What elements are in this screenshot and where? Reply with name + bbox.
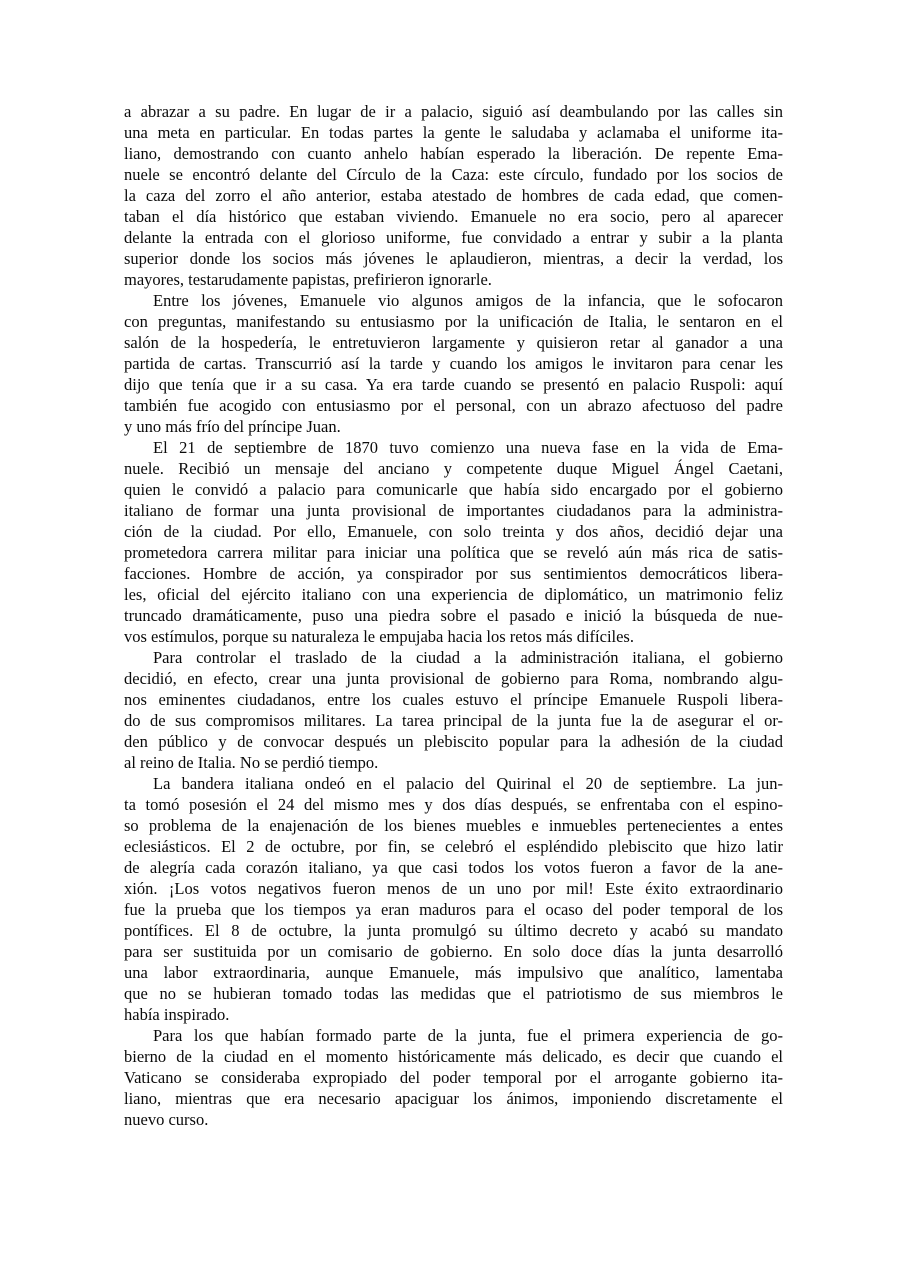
text-line: delante la entrada con el glorioso uniforme, fue convidado a entrar y subir a la planta (124, 228, 783, 247)
text-line: truncado dramáticamente, puso una piedra sobre el pasado e inició la búsqueda de nue- (124, 606, 783, 625)
body-text (124, 101, 783, 1130)
text-line: también fue acogido con entusiasmo por el personal, con un abrazo afectuoso del padre (124, 396, 783, 415)
text-line: nuevo curso. (124, 1110, 209, 1129)
text-line: taban el día histórico que estaban viviendo. Emanuele no era socio, pero al aparecer (124, 207, 783, 226)
text-line: Vaticano se consideraba expropiado del poder temporal por el arrogante gobierno ita- (124, 1068, 783, 1087)
text-line: bierno de la ciudad en el momento históricamente más delicado, es decir que cuando el (124, 1047, 783, 1066)
text-line: facciones. Hombre de acción, ya conspirador por sus sentimientos democráticos libera- (124, 564, 783, 583)
text-line: quien le convidó a palacio para comunicarle que había sido encargado por el gobierno (124, 480, 783, 499)
text-line: había inspirado. (124, 1005, 230, 1024)
text-line: a abrazar a su padre. En lugar de ir a palacio, siguió así deambulando por las calles sin (124, 102, 783, 121)
text-line: liano, demostrando con cuanto anhelo habían esperado la liberación. De repente Ema- (124, 144, 783, 163)
text-line: para ser sustituida por un comisario de gobierno. En solo doce días la junta desarrolló (124, 942, 783, 961)
text-line: mayores, testarudamente papistas, prefirieron ignorarle. (124, 270, 492, 289)
text-line: que no se hubieran tomado todas las medidas que el patriotismo de sus miembros le (124, 984, 783, 1003)
paragraph (124, 1025, 783, 1130)
text-line: ción de la ciudad. Por ello, Emanuele, con solo treinta y dos años, decidió dejar una (124, 522, 783, 541)
text-line: de alegría cada corazón italiano, ya que casi todos los votos fueron a favor de la ane- (124, 858, 783, 877)
text-line: do de sus compromisos militares. La tarea principal de la junta fue la de asegurar el or- (124, 711, 783, 730)
text-line: Para controlar el traslado de la ciudad a la administración italiana, el gobierno (153, 648, 783, 667)
text-line: les, oficial del ejército italiano con una experiencia de diplomático, un matrimonio feliz (124, 585, 783, 604)
text-line: El 21 de septiembre de 1870 tuvo comienzo una nueva fase en la vida de Ema- (153, 438, 783, 457)
text-line: so problema de la enajenación de los bienes muebles e inmuebles pertenecientes a entes (124, 816, 783, 835)
text-line: fue la prueba que los tiempos ya eran maduros para el ocaso del poder temporal de los (124, 900, 783, 919)
text-line: La bandera italiana ondeó en el palacio del Quirinal el 20 de septiembre. La jun- (153, 774, 783, 793)
text-line: vos estímulos, porque su naturaleza le empujaba hacia los retos más difíciles. (124, 627, 634, 646)
text-line: nos eminentes ciudadanos, entre los cuales estuvo el príncipe Emanuele Ruspoli libera- (124, 690, 783, 709)
text-line: liano, mientras que era necesario apaciguar los ánimos, imponiendo discretamente el (124, 1089, 783, 1108)
text-line: partida de cartas. Transcurrió así la tarde y cuando los amigos le invitaron para cenar les (124, 354, 783, 373)
text-line: pontífices. El 8 de octubre, la junta promulgó su último decreto y acabó su mandato (124, 921, 783, 940)
text-line: superior donde los socios más jóvenes le aplaudieron, mientras, a decir la verdad, los (124, 249, 783, 268)
paragraph (124, 437, 783, 647)
text-line: Para los que habían formado parte de la junta, fue el primera experiencia de go- (153, 1026, 783, 1045)
text-line: Entre los jóvenes, Emanuele vio algunos amigos de la infancia, que le sofocaron (153, 291, 783, 310)
paragraph (124, 101, 783, 290)
text-line: ta tomó posesión el 24 del mismo mes y dos días después, se enfrentaba con el espino- (124, 795, 783, 814)
text-line: xión. ¡Los votos negativos fueron menos de un uno por mil! Este éxito extraordinario (124, 879, 783, 898)
text-line: italiano de formar una junta provisional de importantes ciudadanos para la administra- (124, 501, 783, 520)
text-line: al reino de Italia. No se perdió tiempo. (124, 753, 379, 772)
text-line: una meta en particular. En todas partes la gente le saludaba y aclamaba el uniforme ita- (124, 123, 783, 142)
text-line: salón de la hospedería, le entretuvieron largamente y quisieron retar al ganador a una (124, 333, 783, 352)
paragraph (124, 290, 783, 437)
text-line: prometedora carrera militar para iniciar una política que se reveló aún más rica de satis- (124, 543, 783, 562)
paragraph (124, 647, 783, 773)
text-line: con preguntas, manifestando su entusiasmo por la unificación de Italia, le sentaron en el (124, 312, 783, 331)
text-line: una labor extraordinaria, aunque Emanuele, más impulsivo que analítico, lamentaba (124, 963, 783, 982)
text-line: nuele. Recibió un mensaje del anciano y competente duque Miguel Ángel Caetani, (124, 459, 783, 478)
text-line: la caza del zorro el año anterior, estaba atestado de hombres de cada edad, que comen- (124, 186, 783, 205)
paragraph (124, 773, 783, 1025)
text-line: dijo que tenía que ir a su casa. Ya era tarde cuando se presentó en palacio Ruspoli: aquí (124, 375, 783, 394)
text-line: eclesiásticos. El 2 de octubre, por fin, se celebró el espléndido plebiscito que hizo latir (124, 837, 783, 856)
text-line: decidió, en efecto, crear una junta provisional de gobierno para Roma, nombrando algu- (124, 669, 783, 688)
text-line: den público y de convocar después un plebiscito popular para la adhesión de la ciudad (124, 732, 783, 751)
text-line: y uno más frío del príncipe Juan. (124, 417, 341, 436)
text-line: nuele se encontró delante del Círculo de la Caza: este círculo, fundado por los socios de (124, 165, 783, 184)
